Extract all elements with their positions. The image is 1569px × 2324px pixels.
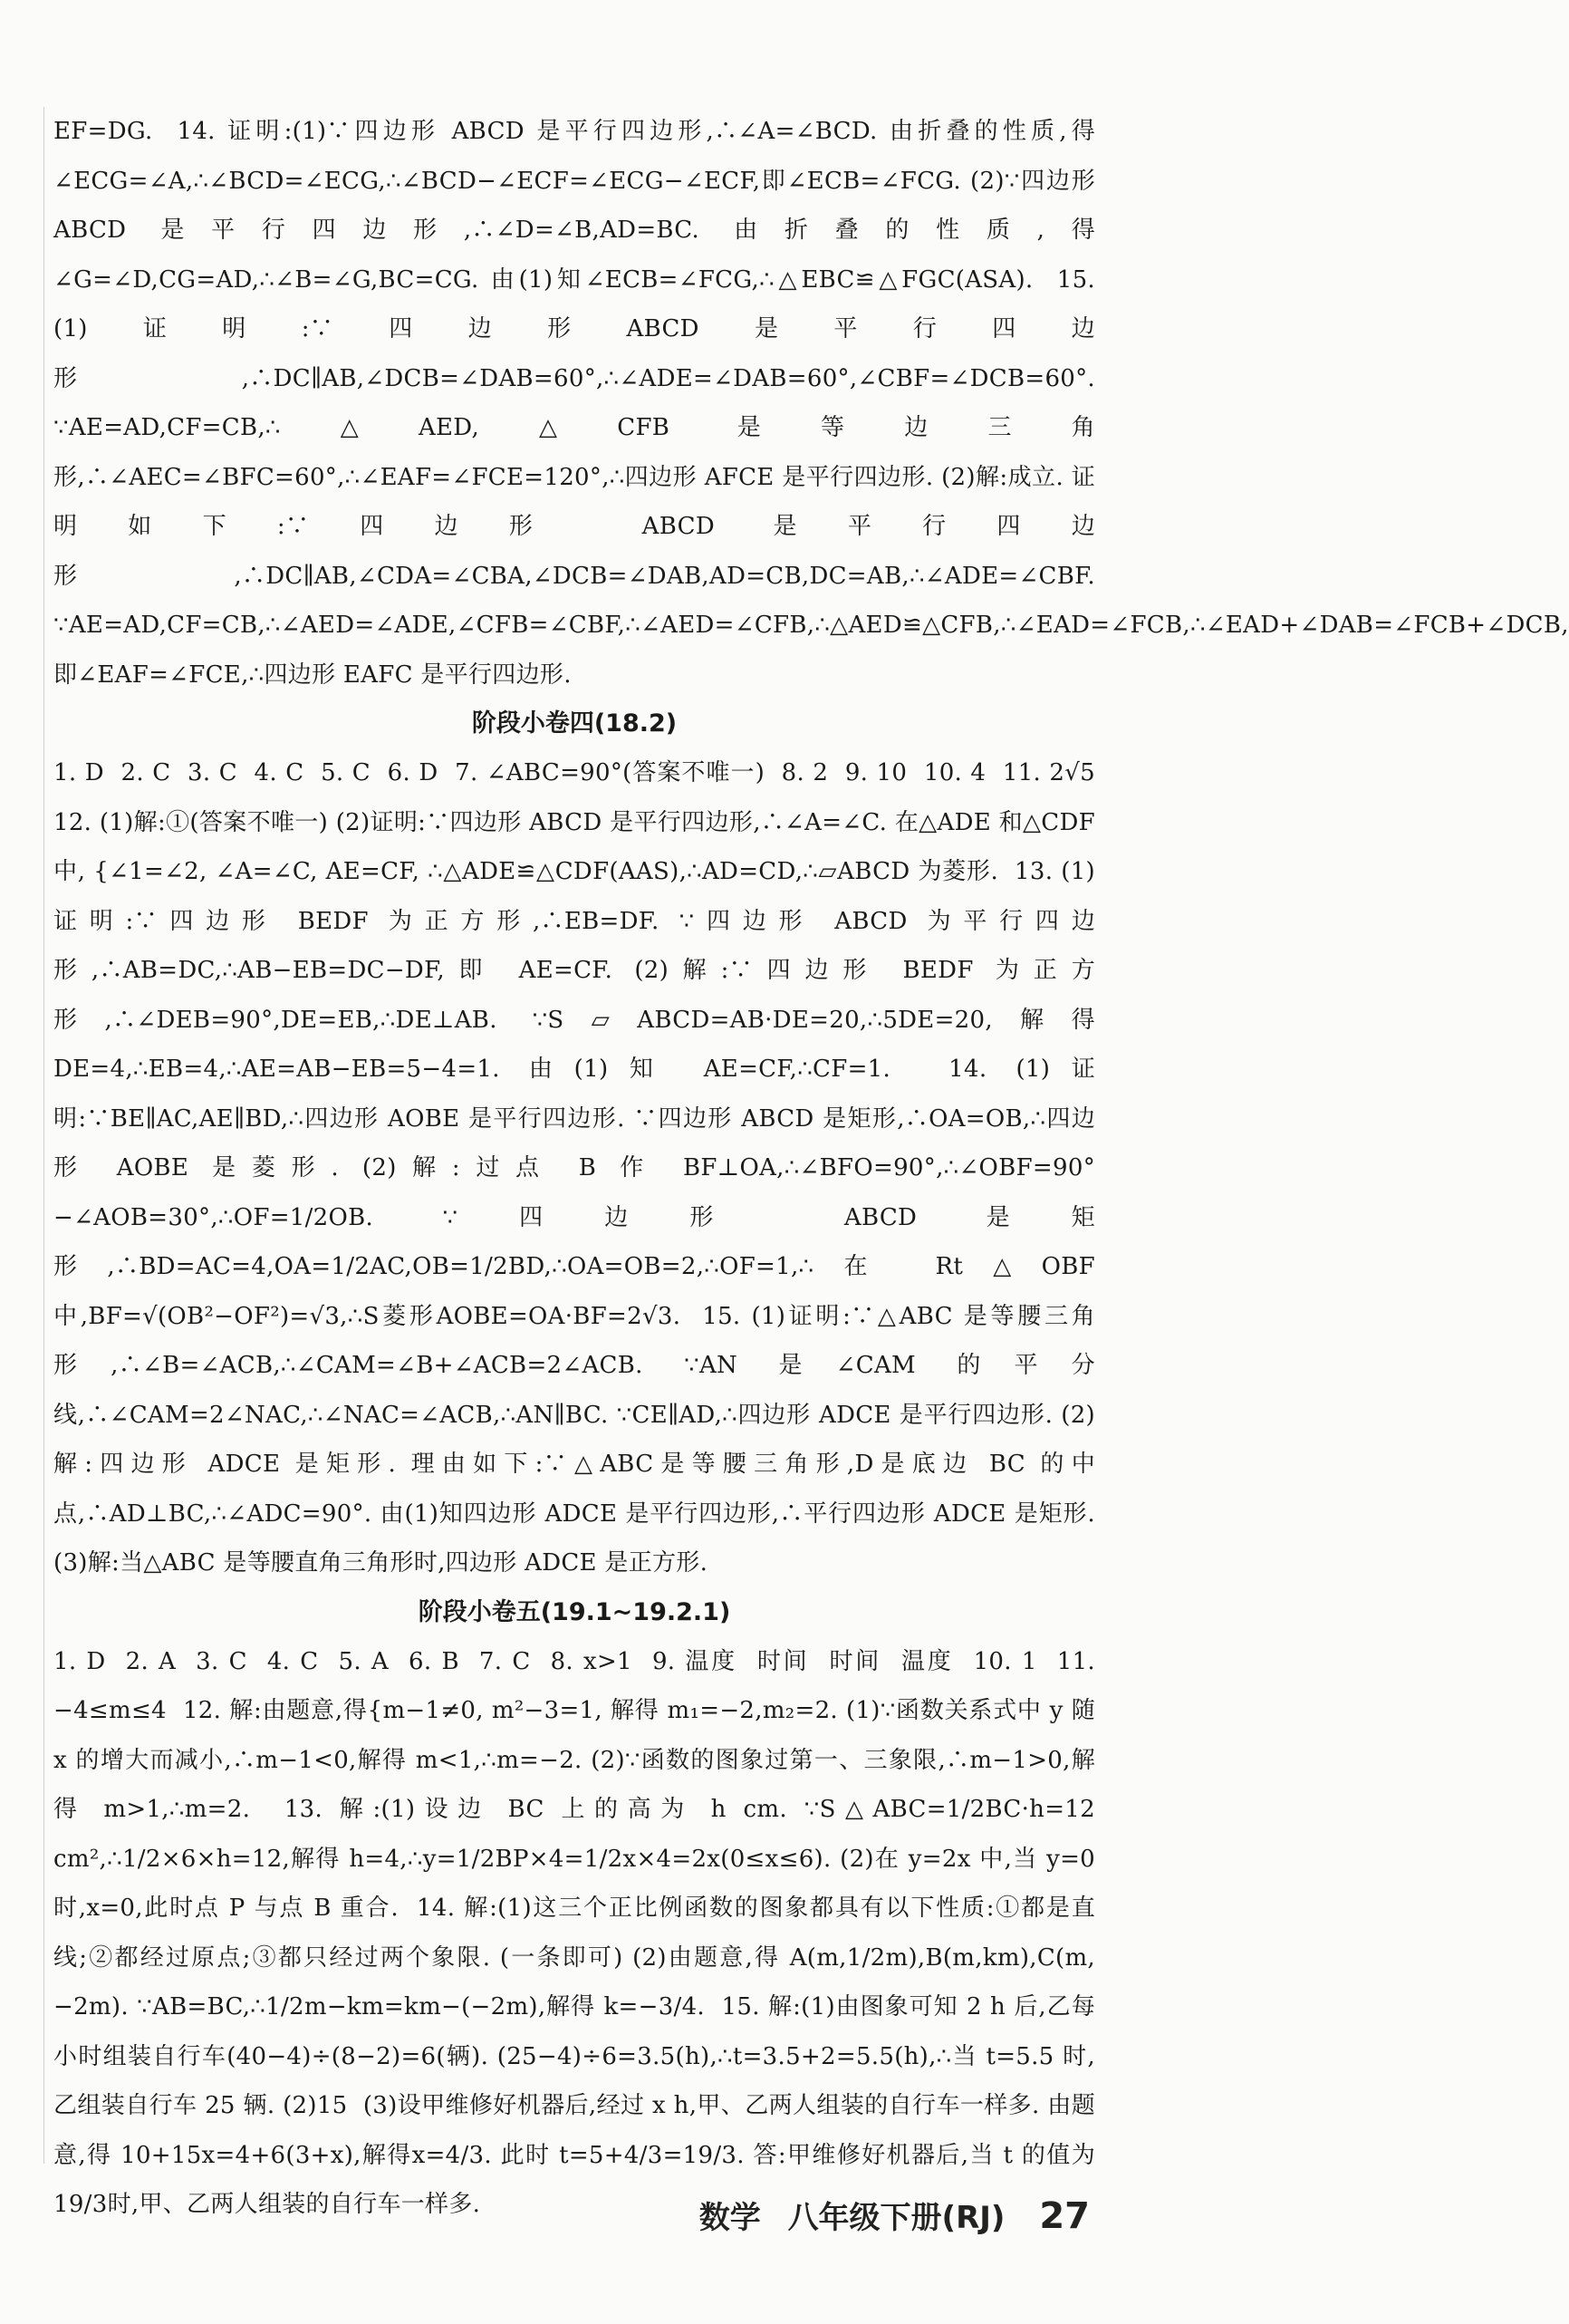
section-title-stage-5: 阶段小卷五(19.1~19.2.1): [418, 1597, 731, 1626]
answer-paragraph-continued: EF=DG. 14. 证明:(1)∵四边形 ABCD 是平行四边形,∴∠A=∠BCD. 由折叠的性质,得∠ECG=∠A,∴∠BCD=∠ECG,∴∠BCD−∠ECF=∠ECG−∠ECF,即∠ECB=∠FCG. (2)∵四边形 ABCD 是平行四边形,∴∠D=∠B,AD=BC. 由折叠的性质,得∠G=∠D,CG=AD,∴∠B=∠G,BC=CG. 由(1)知∠ECB=∠FCG,∴△EBC≌△FGC(ASA). 15. (1)证明:∵四边形ABCD是平行四边形,∴DC∥AB,∠DCB=∠DAB=60°,∴∠ADE=∠DAB=60°,∠CBF=∠DCB=60°. ∵AE=AD,CF=CB,∴△AED,△CFB 是等边三角形,∴∠AEC=∠BFC=60°,∴∠EAF=∠FCE=120°,∴四边形 AFCE 是平行四边形. (2)解:成立. 证明如下:∵四边形 ABCD 是平行四边形,∴DC∥AB,∠CDA=∠CBA,∠DCB=∠DAB,AD=CB,DC=AB,∴∠ADE=∠CBF. ∵AE=AD,CF=CB,∴∠AED=∠ADE,∠CFB=∠CBF,∴∠AED=∠CFB,∴△AED≌△CFB,∴∠EAD=∠FCB,∴∠EAD+∠DAB=∠FCB+∠DCB,即∠EAF=∠FCE,∴四边形 EAFC 是平行四边形.: [53, 118, 1569, 689]
page-number: 27: [1039, 2195, 1090, 2237]
footer-grade: 八年级下册(RJ): [787, 2200, 1006, 2236]
answer-content: [53, 107, 1569, 2230]
footer-subject: 数学: [698, 2200, 761, 2236]
answer-paragraph-stage-5: 1. D 2. A 3. C 4. C 5. A 6. B 7. C 8. x>1 9. 温度 时间 时间 温度 10. 1 11. −4≤m≤4 12. 解:由题意,得{m−1≠0, m²−3=1, 解得 m₁=−2,m₂=2. (1)∵函数关系式中 y 随 x 的增大而减小,∴m−1<0,解得 m<1,∴m=−2. (2)∵函数的图象过第一、三象限,∴m−1>0,解得 m>1,∴m=2. 13. 解:(1)设边 BC 上的高为 h cm. ∵S△ABC=1/2BC·h=12 cm²,∴1/2×6×h=12,解得 h=4,∴y=1/2BP×4=1/2x×4=2x(0≤x≤6). (2)在 y=2x 中,当 y=0 时,x=0,此时点 P 与点 B 重合. 14. 解:(1)这三个正比例函数的图象都具有以下性质:①都是直线;②都经过原点;③都只经过两个象限. (一条即可) (2)由题意,得 A(m,1/2m),B(m,km),C(m,−2m). ∵AB=BC,∴1/2m−km=km−(−2m),解得 k=−3/4. 15. 解:(1)由图象可知 2 h 后,乙每小时组装自行车(40−4)÷(8−2)=6(辆). (25−4)÷6=3.5(h),∴t=3.5+2=5.5(h),∴当 t=5.5 时,乙组装自行车 25 辆. (2)15 (3)设甲维修好机器后,经过 x h,甲、乙两人组装的自行车一样多. 由题意,得 10+15x=4+6(3+x),解得x=4/3. 此时 t=5+4/3=19/3. 答:甲维修好机器后,当 t 的值为19/3时,甲、乙两人组装的自行车一样多.: [53, 1647, 1103, 2218]
section-title-stage-4: 阶段小卷四(18.2): [471, 709, 678, 738]
answer-paragraph-stage-4: 1. D 2. C 3. C 4. C 5. C 6. D 7. ∠ABC=90°(答案不唯一) 8. 2 9. 10 10. 4 11. 2√5 12. (1)解:①(答案不唯一) (2)证明:∵四边形 ABCD 是平行四边形,∴∠A=∠C. 在△ADE 和△CDF 中, {∠1=∠2, ∠A=∠C, AE=CF, ∴△ADE≌△CDF(AAS),∴AD=CD,∴▱ABCD 为菱形. 13. (1)证明:∵四边形 BEDF 为正方形,∴EB=DF. ∵四边形 ABCD 为平行四边形,∴AB=DC,∴AB−EB=DC−DF,即 AE=CF. (2)解:∵四边形 BEDF 为正方形,∴∠DEB=90°,DE=EB,∴DE⊥AB. ∵S▱ABCD=AB·DE=20,∴5DE=20,解得 DE=4,∴EB=4,∴AE=AB−EB=5−4=1. 由(1)知 AE=CF,∴CF=1. 14. (1)证明:∵BE∥AC,AE∥BD,∴四边形 AOBE 是平行四边形. ∵四边形 ABCD 是矩形,∴OA=OB,∴四边形 AOBE 是菱形. (2)解:过点 B 作 BF⊥OA,∴∠BFO=90°,∴∠OBF=90°−∠AOB=30°,∴OF=1/2OB. ∵四边形 ABCD 是矩形,∴BD=AC=4,OA=1/2AC,OB=1/2BD,∴OA=OB=2,∴OF=1,∴在 Rt△OBF 中,BF=√(OB²−OF²)=√3,∴S菱形AOBE=OA·BF=2√3. 15. (1)证明:∵△ABC 是等腰三角形,∴∠B=∠ACB,∴∠CAM=∠B+∠ACB=2∠ACB. ∵AN 是∠CAM 的平分线,∴∠CAM=2∠NAC,∴∠NAC=∠ACB,∴AN∥BC. ∵CE∥AD,∴四边形 ADCE 是平行四边形. (2)解:四边形 ADCE 是矩形. 理由如下:∵△ABC是等腰三角形,D是底边 BC 的中点,∴AD⊥BC,∴∠ADC=90°. 由(1)知四边形 ADCE 是平行四边形,∴平行四边形 ADCE 是矩形. (3)解:当△ABC 是等腰直角三角形时,四边形 ADCE 是正方形.: [53, 759, 1112, 1577]
page-footer: [683, 2193, 1090, 2237]
